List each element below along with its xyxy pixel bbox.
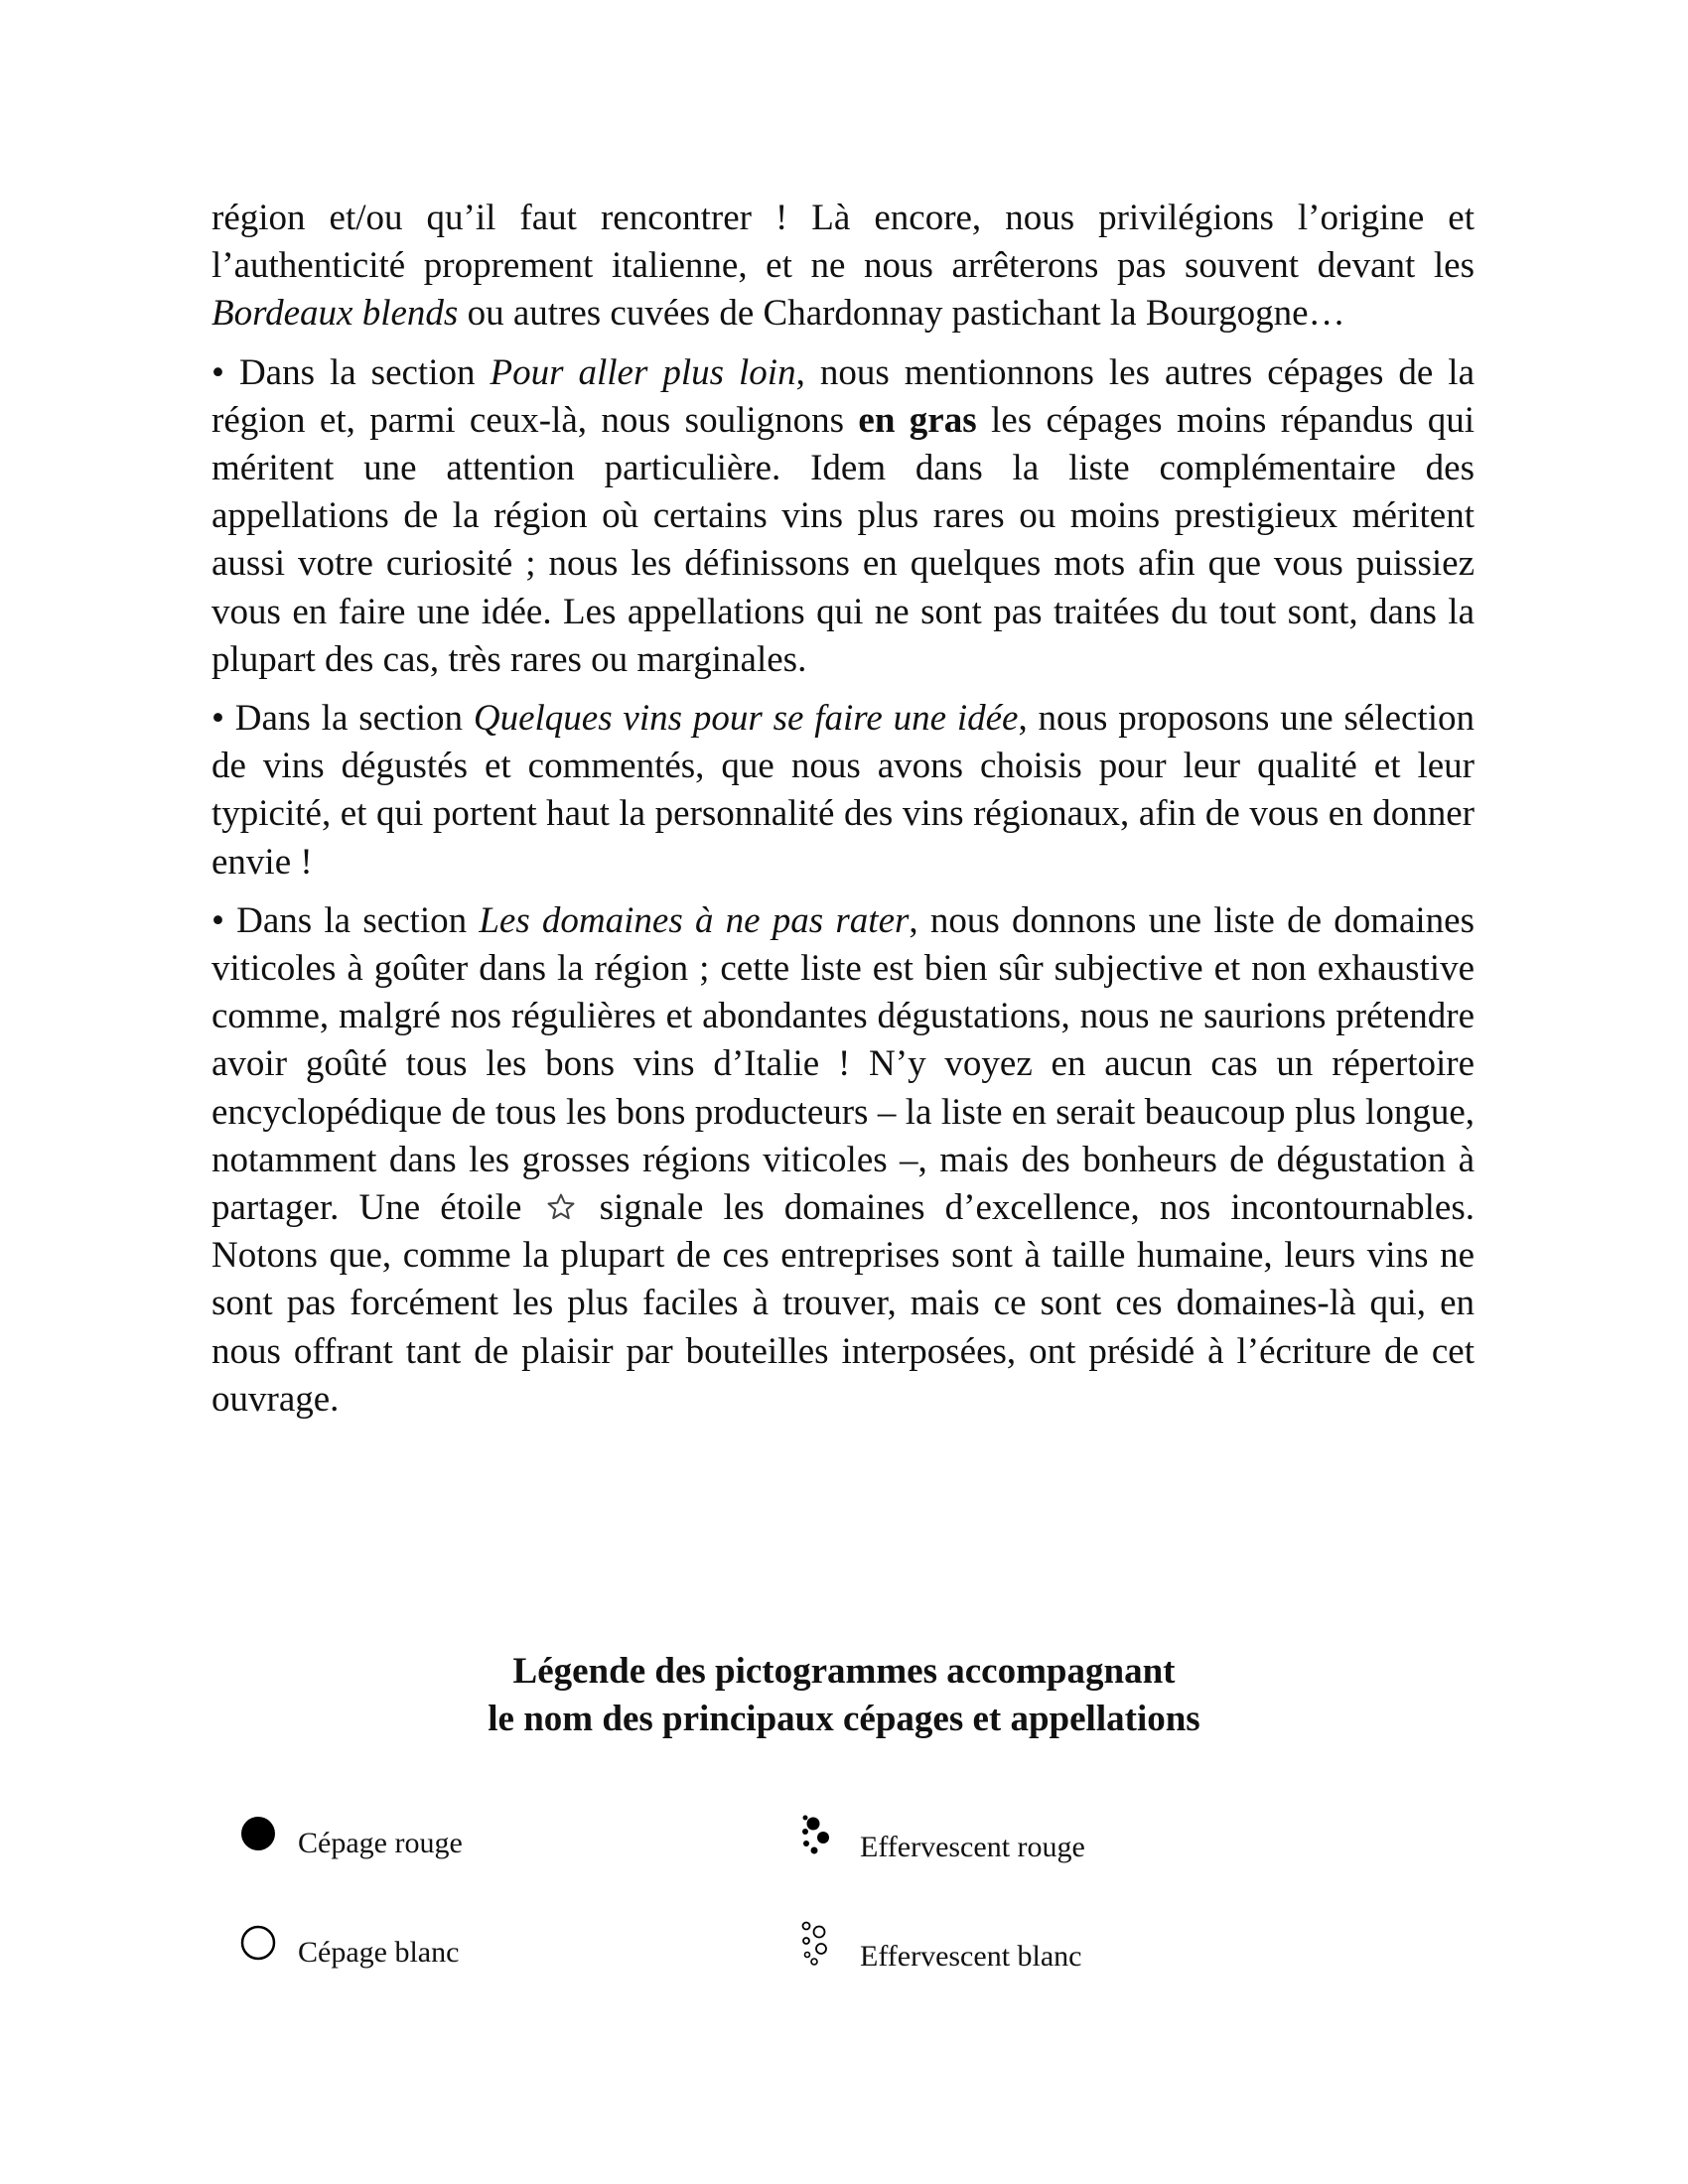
- paragraph: [211, 695, 1475, 887]
- text-run: région et/ou qu’il faut rencontrer ! Là encore, nous privilégions l’origine et l’authenticité proprement italienne, et ne nous arrêterons pas souvent devant les: [211, 198, 1475, 287]
- text-run: ou autres cuvées de Chardonnay pastichant la Bourgogne…: [458, 293, 1345, 335]
- italic-text-run: Quelques vins pour se faire une idée: [473, 698, 1019, 740]
- text-run: signale les domaines d’excellence, nos incontournables. Notons que, comme la plupart de ces entreprises sont à taille humaine, leurs vins ne sont pas forcément les plus faciles à trouver, mais ce sont ces domaines-là qui, en nous offrant tant de plaisir par bouteilles interposées, ont présidé à l’écriture de cet ouvrage.: [211, 1187, 1475, 1420]
- text-run: • Dans la section: [211, 351, 491, 393]
- star-outline-icon: [546, 1192, 576, 1222]
- legend-label-effervescent-rouge: Effervescent rouge: [860, 1831, 1085, 1863]
- filled-circle-icon: [238, 1814, 278, 1853]
- text-run: • Dans la section: [211, 698, 474, 740]
- text-run: , nous donnons une liste de domaines viticoles à goûter dans la région ; cette liste est bien sûr subjective et non exhaustive comme, malgré nos régulières et abondantes dégustations, nous ne saurions prétendre avoir goûté tous les bons vins d’Italie ! N’y voyez en aucun cas un répertoire encyclopédique de tous les bons producteurs – la liste en serait beaucoup plus longue, notamment dans les grosses régions viticoles –, mais des bonheurs de dégustation à partager. Une étoile: [211, 899, 1475, 1229]
- paragraph: [211, 349, 1475, 684]
- italic-text-run: Bordeaux blends: [211, 293, 459, 335]
- body-text: [211, 195, 1475, 1434]
- paragraph: [211, 897, 1475, 1424]
- text-run: les cépages moins répandus qui méritent une attention particulière. Idem dans la liste complémentaire des appellations de la région où certains vins plus rares ou moins prestigieux méritent aussi votre curiosité ; nous les définissons en quelques mots afin que vous puissiez vous en faire une idée. Les appellations qui ne sont pas traitées du tout sont, dans la plupart des cas, très rares ou marginales.: [211, 399, 1475, 680]
- legend-label-cepage-rouge: Cépage rouge: [298, 1827, 463, 1859]
- text-run: • Dans la section: [211, 899, 480, 941]
- legend-title-line-1: Légende des pictogrammes accompagnant: [512, 1651, 1176, 1692]
- italic-text-run: Les domaines à ne pas rater: [479, 899, 910, 941]
- text-run: , nous mentionnons les autres cépages de la région et, parmi ceux-là, nous soulignons: [211, 351, 1476, 441]
- paragraph: [211, 195, 1475, 339]
- legend-title-line-2: le nom des principaux cépages et appellations: [488, 1699, 1200, 1739]
- bold-text-run: en gras: [858, 399, 977, 441]
- text-run: , nous proposons une sélection de vins dégustés et commentés, que nous avons choisis pour leur qualité et leur typicité, et qui portent haut la personnalité des vins régionaux, afin de vous en donner envie !: [211, 698, 1475, 883]
- italic-text-run: Pour aller plus loin: [490, 351, 796, 393]
- legend-title: [0, 1648, 1688, 1743]
- open-circle-icon: [238, 1923, 278, 1963]
- legend-label-cepage-blanc: Cépage blanc: [298, 1936, 460, 1969]
- dots-filled-icon: [800, 1812, 840, 1861]
- legend-label-effervescent-blanc: Effervescent blanc: [860, 1940, 1082, 1973]
- dots-open-icon: [800, 1919, 840, 1971]
